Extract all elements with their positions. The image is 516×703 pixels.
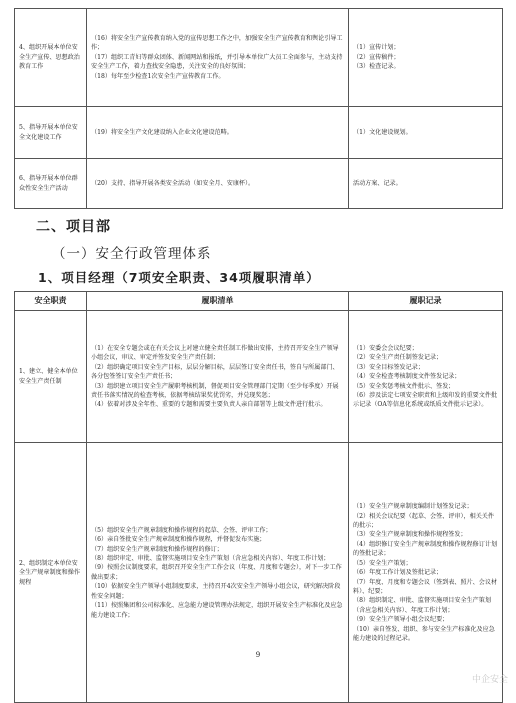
record-item: （7）年度、月度和专题会议（签到表、照片、会议材料）、纪要； — [353, 578, 498, 596]
subsection-heading: （一）安全行政管理体系 — [52, 246, 212, 262]
role-heading: 1、项目经理（7项安全职责、34项履职清单） — [38, 270, 320, 285]
checklist-cell — [87, 311, 349, 443]
records-cell — [349, 159, 503, 209]
table-row — [15, 9, 503, 107]
record-item: （2）相关会议纪要（起草、会签、评审），相关关件的批示； — [353, 512, 494, 529]
record-item: （4）安全检查考核制度文件签发记录； — [353, 373, 461, 381]
record-item: （6）涉及法定七项安全职责和上级印发的重要文件批示记录（OA等信息化系统或纸质文件批示记录）。 — [353, 392, 498, 409]
checklist-item: （8）组织审定、审批、监督实施项目安全生产策划（含应急相关内容）、年度工作计划； — [91, 555, 330, 563]
checklist-item: （17）组织工青妇等群众团体、新闻网站和报纸，并引导本单位广大员工全面参与，主动支持安全生产工作，着力查找安全隐患，关注安全的良好氛围； — [91, 53, 343, 71]
checklist-item: （3）组织建立项目安全生产履职考核机制，督促项目安全管理部门定期（至少每季度）开展责任书落实情况的检查考核，依据考核结果奖优罚劣，并兑现奖惩； — [91, 382, 339, 400]
page-number: 9 — [255, 651, 261, 659]
checklist-item: （9）按照会议制度要求，组织召开安全生产工作会议（年度、月度和专题会），对下一步工作做出要求； — [91, 564, 342, 581]
main-table — [14, 291, 503, 703]
responsibility-cell: 6、指导开展本单位群众性安全生产活动 — [15, 159, 87, 209]
record-item: （5）安全奖惩考核文件批示、签发； — [353, 382, 455, 390]
responsibility-cell: 2、组织制定本单位安全生产规章制度和操作规程 — [15, 443, 87, 703]
records-cell — [349, 9, 503, 107]
checklist-item: （1）在安全专题会或在有关会议上对建立健全责任制工作做出安排，主持召开安全生产领导小组会议，审议、审定并签发安全生产责任制； — [91, 344, 339, 362]
checklist-item: （7）组织安全生产规章制度和操作规程的修订； — [91, 545, 223, 553]
record-item: （3）安全生产规章制度和操作规程签发； — [353, 531, 467, 539]
document-page — [14, 8, 502, 703]
checklist-cell — [87, 9, 349, 107]
records-cell — [349, 107, 503, 159]
section-heading: 二、项目部 — [36, 219, 111, 235]
responsibility-cell: 1、建立、健全本单位安全生产责任制 — [15, 311, 87, 443]
record-item: （2）安全生产责任制签发记录； — [353, 354, 443, 362]
column-header: 履职清单 — [87, 292, 349, 311]
column-header: 履职记录 — [349, 292, 503, 311]
record-item: （5）安全生产策划； — [353, 559, 412, 567]
checklist-item: （18）每年至少检查1次安全生产宣传教育工作。 — [91, 72, 225, 80]
column-header: 安全职责 — [15, 292, 87, 311]
table-row — [15, 107, 503, 159]
checklist-item: （10）依据安全生产领导小组制度要求，主持召开4次安全生产领导小组会议，研究解决阶段性安全问题； — [91, 583, 341, 600]
record-item: 活动方案、记录。 — [353, 179, 402, 187]
checklist-item: （16）将安全生产宣传教育纳入党的宣传思想工作之中，加强安全生产宣传教育和舆论引导工作； — [91, 34, 343, 52]
record-item: （1）文化建设规划。 — [353, 128, 412, 136]
record-item: （6）年度工作计划及签批记录； — [353, 569, 443, 577]
record-item: （2）宣传稿件； — [353, 53, 400, 61]
record-item: （9）安全生产领导小组会议纪要； — [353, 616, 449, 624]
records-cell — [349, 443, 503, 703]
checklist-cell — [87, 159, 349, 209]
record-item: （8）组织制定、审批、监督实施项目安全生产策划（含应急相关内容）、年度工作计划； — [353, 597, 491, 614]
record-item: （3）检查记录。 — [353, 63, 400, 71]
checklist-item: （20）支持、指导开展各类安全活动（如安全月、安康杯）。 — [91, 179, 255, 187]
checklist-item: （4）依着对涉及全年性、重要的专题和需要主要负责人亲自部署等上级文件进行批示。 — [91, 401, 327, 409]
responsibility-cell: 4、组织开展本单位安全生产宣传、思想政治教育工作 — [15, 9, 87, 107]
checklist-item: （19）将安全生产文化建设纳入企业文化建设范畴。 — [91, 128, 233, 136]
record-item: （3）安全目标签发记录； — [353, 363, 424, 371]
table-header-row — [15, 292, 503, 311]
watermark: 中企安全 — [471, 675, 508, 685]
record-item: （10）亲自签发、组织、参与安全生产标准化及应急能力建设的过程记录。 — [353, 625, 495, 643]
table-row — [15, 159, 503, 209]
checklist-cell — [87, 107, 349, 159]
checklist-item: （5）组织安全生产规章制度和操作规程的起草、会签、评审工作； — [91, 526, 272, 534]
record-item: （1）安委会会议纪要； — [353, 344, 418, 352]
table-row — [15, 311, 503, 443]
checklist-cell — [87, 443, 349, 703]
table-row — [15, 443, 503, 703]
checklist-item: （11）按照集团和公司标准化、应急能力建设管理办法规定，组织开展安全生产标准化及应急能力建设工作； — [91, 602, 343, 619]
record-item: （4）组织修订安全生产规章制度和操作规程修订计划的签批记录； — [353, 540, 498, 558]
checklist-item: （2）组织确定项目安全生产目标，层层分解目标，层层签订安全责任书，签自与所属部门、各分包签签订安全生产责任书； — [91, 363, 339, 381]
record-item: （1）安全生产规章制度编制计划签发记录； — [353, 503, 473, 511]
responsibility-cell: 5、指导开展本单位安全文化建设工作 — [15, 107, 87, 159]
records-cell — [349, 311, 503, 443]
checklist-item: （6）亲自签批安全生产规章制度和操作规程，并督促发布实施； — [91, 536, 266, 544]
top-table — [14, 8, 503, 209]
record-item: （1）宣传计划； — [353, 44, 400, 52]
